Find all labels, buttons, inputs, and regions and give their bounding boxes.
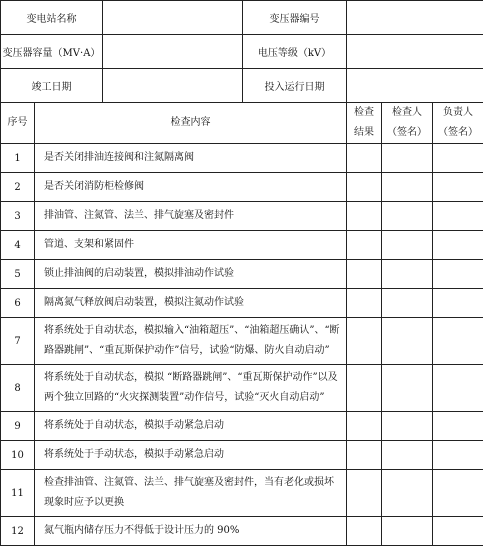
inspector-cell[interactable]	[382, 318, 433, 365]
row-content: 将系统处于自动状态，模拟 “断路器跳闸”、“重瓦斯保护动作”以及两个独立回路的“火灾探测装置”动作信号，试验“灭火自动启动”	[35, 365, 347, 412]
capacity-field[interactable]	[103, 35, 243, 69]
responsible-cell[interactable]	[433, 365, 483, 412]
responsible-cell[interactable]	[433, 318, 483, 365]
table-row	[1, 517, 483, 546]
table-row	[1, 365, 483, 412]
result-cell[interactable]	[347, 365, 382, 412]
inspector-cell[interactable]	[382, 412, 433, 441]
row-content: 是否关闭消防柜检修阀	[35, 173, 347, 202]
table-row	[1, 202, 483, 231]
result-cell[interactable]	[347, 412, 382, 441]
inspector-cell[interactable]	[382, 144, 433, 173]
row-seq: 12	[1, 517, 35, 546]
responsible-cell[interactable]	[433, 289, 483, 318]
result-cell[interactable]	[347, 318, 382, 365]
responsible-cell[interactable]	[433, 517, 483, 546]
result-cell[interactable]	[347, 260, 382, 289]
seq-header: 序号	[1, 103, 35, 144]
operation-date-label: 投入运行日期	[243, 69, 347, 103]
responsible-cell[interactable]	[433, 260, 483, 289]
responsible-cell[interactable]	[433, 412, 483, 441]
result-cell[interactable]	[347, 231, 382, 260]
row-content: 管道、支架和紧固件	[35, 231, 347, 260]
table-row	[1, 231, 483, 260]
row-seq: 6	[1, 289, 35, 318]
row-content: 将系统处于自动状态，模拟手动紧急启动	[35, 412, 347, 441]
row-seq: 11	[1, 470, 35, 517]
content-header: 检查内容	[35, 103, 347, 144]
result-cell[interactable]	[347, 441, 382, 470]
responsible-cell[interactable]	[433, 144, 483, 173]
header-row-capacity	[1, 35, 483, 69]
row-content: 将系统处于手动状态，模拟手动紧急启动	[35, 441, 347, 470]
result-cell[interactable]	[347, 202, 382, 231]
responsible-header-line2: （签名）	[433, 123, 483, 143]
row-seq: 3	[1, 202, 35, 231]
inspector-cell[interactable]	[382, 202, 433, 231]
inspector-cell[interactable]	[382, 365, 433, 412]
table-row	[1, 144, 483, 173]
result-cell[interactable]	[347, 470, 382, 517]
result-cell[interactable]	[347, 289, 382, 318]
row-seq: 7	[1, 318, 35, 365]
result-header-line2: 结果	[347, 123, 381, 143]
result-cell[interactable]	[347, 517, 382, 546]
row-seq: 5	[1, 260, 35, 289]
station-name-field[interactable]	[103, 1, 243, 35]
table-row	[1, 260, 483, 289]
capacity-label: 变压器容量（MV·A）	[1, 35, 103, 69]
inspector-cell[interactable]	[382, 517, 433, 546]
inspector-header	[382, 103, 433, 144]
inspector-header-line2: （签名）	[382, 123, 432, 143]
responsible-cell[interactable]	[433, 470, 483, 517]
station-name-label: 变电站名称	[1, 1, 103, 35]
table-row	[1, 470, 483, 517]
row-content: 检查排油管、注氮管、法兰、排气旋塞及密封件，当有老化或损坏现象时应予以更换	[35, 470, 347, 517]
header-row-dates	[1, 69, 483, 103]
row-content: 是否关闭排油连接阀和注氮隔离阀	[35, 144, 347, 173]
row-seq: 4	[1, 231, 35, 260]
inspector-header-line1: 检查人	[382, 103, 432, 123]
responsible-cell[interactable]	[433, 202, 483, 231]
responsible-cell[interactable]	[433, 231, 483, 260]
row-content: 排油管、注氮管、法兰、排气旋塞及密封件	[35, 202, 347, 231]
result-header-line1: 检查	[347, 103, 381, 123]
responsible-cell[interactable]	[433, 173, 483, 202]
row-seq: 9	[1, 412, 35, 441]
transformer-no-field[interactable]	[347, 1, 483, 35]
row-content: 锁止排油阀的启动装置，模拟排油动作试验	[35, 260, 347, 289]
row-seq: 2	[1, 173, 35, 202]
result-cell[interactable]	[347, 173, 382, 202]
completion-date-field[interactable]	[103, 69, 243, 103]
transformer-no-label: 变压器编号	[243, 1, 347, 35]
operation-date-field[interactable]	[347, 69, 483, 103]
row-content: 将系统处于自动状态，模拟输入“油箱超压”、“油箱超压确认”、“断路器跳闸”、“重瓦斯保护动作”信号，试验“防爆、防火自动启动”	[35, 318, 347, 365]
inspector-cell[interactable]	[382, 470, 433, 517]
voltage-field[interactable]	[347, 35, 483, 69]
table-row	[1, 289, 483, 318]
responsible-header-line1: 负责人	[433, 103, 483, 123]
inspector-cell[interactable]	[382, 231, 433, 260]
inspector-cell[interactable]	[382, 173, 433, 202]
result-header	[347, 103, 382, 144]
responsible-cell[interactable]	[433, 441, 483, 470]
row-seq: 10	[1, 441, 35, 470]
column-header-row	[1, 103, 483, 144]
voltage-label: 电压等级（kV）	[243, 35, 347, 69]
completion-date-label: 竣工日期	[1, 69, 103, 103]
header-row-station	[1, 1, 483, 35]
row-seq: 1	[1, 144, 35, 173]
result-cell[interactable]	[347, 144, 382, 173]
inspector-cell[interactable]	[382, 289, 433, 318]
inspector-cell[interactable]	[382, 441, 433, 470]
inspector-cell[interactable]	[382, 260, 433, 289]
table-row	[1, 412, 483, 441]
row-seq: 8	[1, 365, 35, 412]
row-content: 隔离氮气释放阀启动装置，模拟注氮动作试验	[35, 289, 347, 318]
responsible-header	[433, 103, 483, 144]
table-row	[1, 318, 483, 365]
table-row	[1, 441, 483, 470]
row-content: 氮气瓶内储存压力不得低于设计压力的 90%	[35, 517, 347, 546]
table-row	[1, 173, 483, 202]
